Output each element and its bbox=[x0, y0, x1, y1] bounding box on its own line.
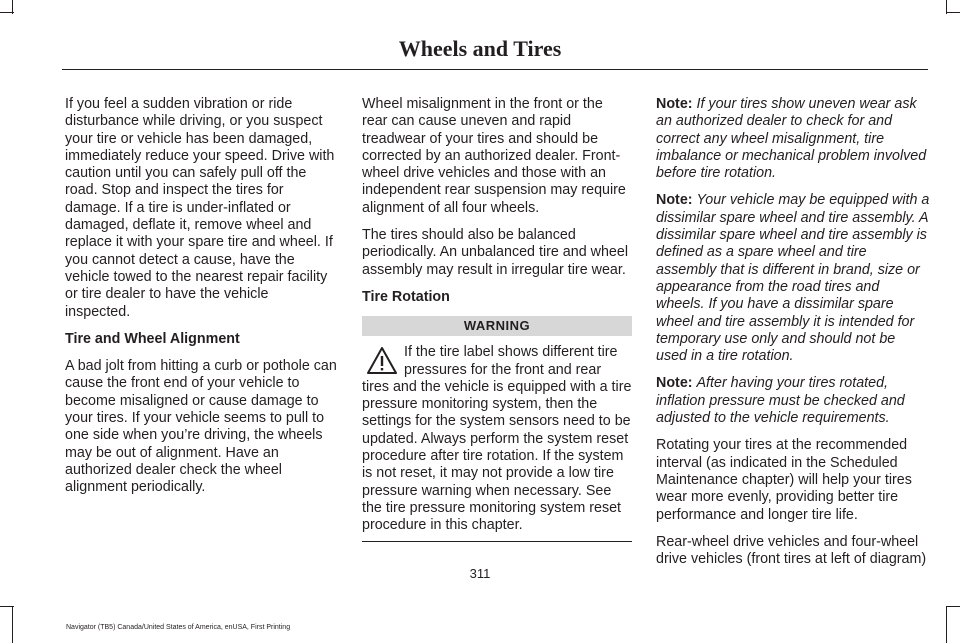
note bbox=[656, 192, 930, 365]
crop-mark bbox=[946, 606, 947, 643]
paragraph: Rear-wheel drive vehicles and four-wheel drive vehicles (front tires at left of diagram) bbox=[656, 533, 927, 568]
note-label: Note: bbox=[656, 192, 693, 209]
note-text: After having your tires rotated, inflation pressure must be checked and adjusted to the vehicle requirements. bbox=[656, 375, 905, 427]
crop-mark bbox=[946, 12, 960, 13]
warning-triangle-icon bbox=[366, 346, 398, 376]
paragraph: The tires should also be balanced periodically. An unbalanced tire and wheel assembly may result in irregular tire wear. bbox=[362, 227, 628, 278]
page-number: 311 bbox=[469, 566, 491, 581]
note bbox=[656, 96, 930, 182]
warning-title: WARNING bbox=[362, 316, 632, 336]
note-text: If your tires show uneven wear ask an authorized dealer to check for and correct any wheel misalignment, tire imbalance or mechanical problem involved before tire rotation. bbox=[656, 96, 927, 182]
note bbox=[656, 375, 930, 427]
warning-body bbox=[362, 344, 632, 534]
note-label: Note: bbox=[656, 375, 693, 392]
section-heading: Tire Rotation bbox=[362, 288, 450, 305]
crop-mark bbox=[12, 606, 13, 643]
paragraph: A bad jolt from hitting a curb or pothole can cause the front end of your vehicle to become misaligned or cause damage to your tires. If your vehicle seems to pull to one side when you’re driving, the wheels may be out of alignment. Have an authorized dealer check the wheel alignment periodically. bbox=[65, 358, 337, 496]
column-3 bbox=[656, 96, 930, 578]
column-2 bbox=[362, 96, 632, 542]
crop-mark bbox=[0, 606, 14, 607]
warning-text: If the tire label shows different tire pressures for the front and rear tires and the vehicle is equipped with a tire pressure monitoring system, then the settings for the system sensors need to be updated. Always perform the system reset procedure after tire rotation. If the system is not reset, it may not provide a low tire pressure warning when necessary. See the tire pressure monitoring system reset procedure in this chapter. bbox=[362, 344, 632, 534]
warning-box bbox=[362, 316, 632, 541]
column-1 bbox=[65, 96, 337, 507]
paragraph: If you feel a sudden vibration or ride disturbance while driving, or you suspect your tire or vehicle has been damaged, immediately reduce your speed. Drive with caution until you can safely pull off the road. Stop and inspect the tires for damage. If a tire is under-inflated or damaged, deflate it, remove wheel and replace it with your spare tire and wheel. If you cannot detect a cause, have the vehicle towed to the nearest repair facility or tire dealer to have the vehicle inspected. bbox=[65, 96, 335, 320]
crop-mark bbox=[946, 606, 960, 607]
crop-mark bbox=[0, 12, 14, 13]
paragraph: Rotating your tires at the recommended interval (as indicated in the Scheduled Maintenance chapter) will help your tires wear more evenly, providing better tire performance and longer tire life. bbox=[656, 437, 912, 523]
page-title: Wheels and Tires bbox=[398, 36, 562, 61]
note-text: Your vehicle may be equipped with a dissimilar spare wheel and tire assembly. A dissimilar spare wheel and tire assembly is defined as a spare wheel and tire assembly that is different in brand, size or appearance from the road tires and wheels. If you have a dissimilar spare wheel and tire assembly it is intended for temporary use only and should not be used in a tire rotation. bbox=[656, 192, 930, 365]
section-heading: Tire and Wheel Alignment bbox=[65, 330, 240, 347]
note-label: Note: bbox=[656, 96, 693, 112]
header-rule bbox=[62, 69, 928, 70]
warning-rule bbox=[362, 541, 632, 542]
paragraph: Wheel misalignment in the front or the rear can cause uneven and rapid treadwear of your tires and should be corrected by an authorized dealer. Front-wheel drive vehicles and those with an independent rear suspension may require alignment of all four wheels. bbox=[362, 96, 626, 216]
footer-text: Navigator (TB5) Canada/United States of America, enUSA, First Printing bbox=[66, 624, 291, 631]
